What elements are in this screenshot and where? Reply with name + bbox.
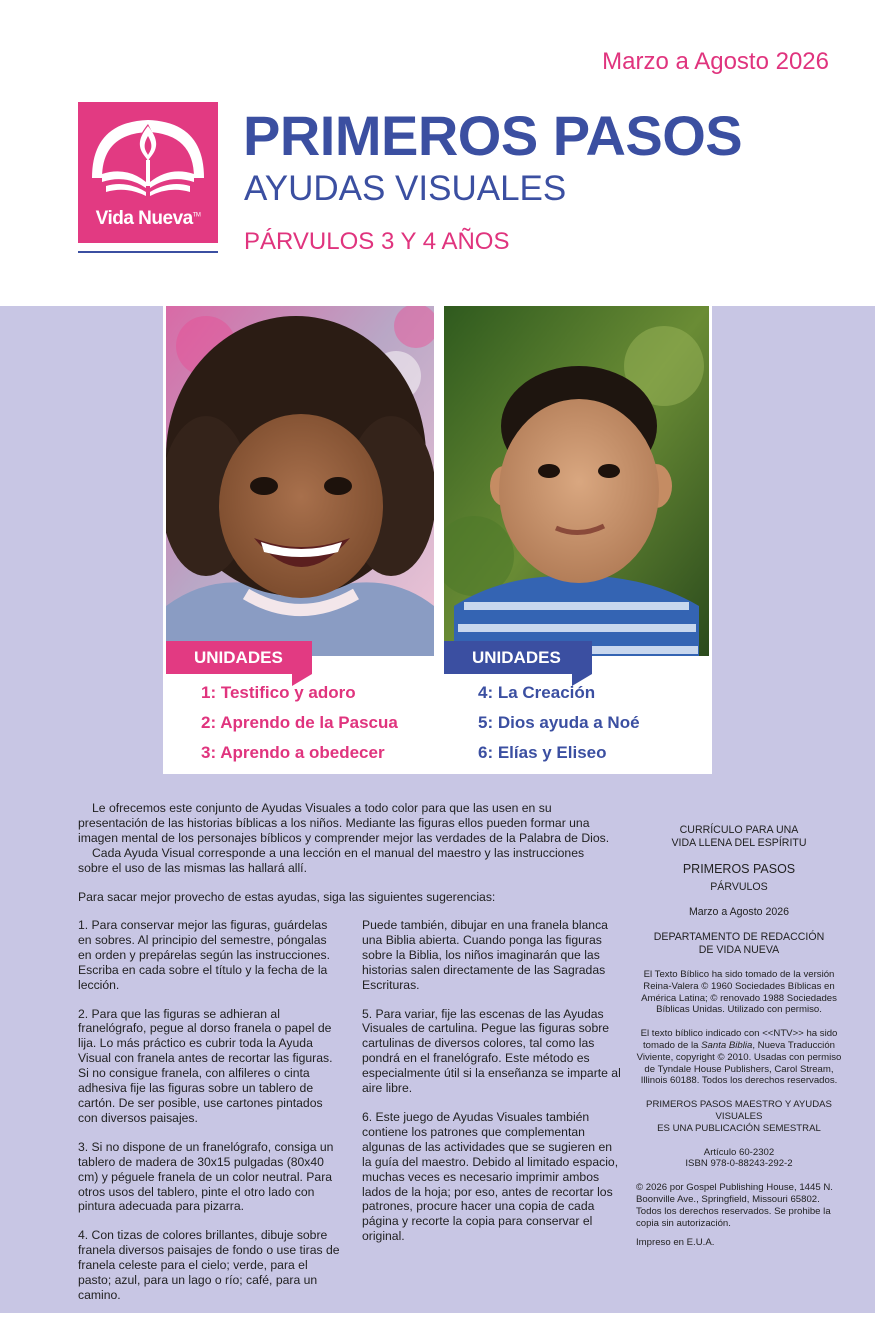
unit-item: 1: Testifico y adoro [201,683,356,702]
page-title: PRIMEROS PASOS [243,104,743,167]
page-subtitle: AYUDAS VISUALES [244,169,567,208]
flame-open-book-icon [78,102,218,207]
units-tab-right: UNIDADES [444,641,592,674]
trademark-mark: TM [192,212,201,219]
intro-paragraph: Cada Ayuda Visual corresponde a una lección en el manual del maestro y las instrucciones sobre el uso de las mismas las hallará allí. [78,845,585,875]
isbn-number: ISBN 978-0-88243-292-2 [685,1158,793,1170]
unit-item: 3: Aprendo a obedecer [201,743,385,762]
date-range: Marzo a Agosto 2026 [602,48,829,75]
department-label: DEPARTAMENTO DE REDACCIÓN [653,931,825,943]
tip-paragraph: 5. Para variar, fije las escenas de las Ayudas Visuales de cartulina. Pegue las figuras sobre cartulinas de diversos colores, tal como las pondrá en el franelógrafo. Este método es especialmente útil si la enseñanza se imparte al aire libre. [362,1006,621,1096]
smiling-boy-photo [444,306,709,656]
publication-note: ES UNA PUBLICACIÓN SEMESTRAL [657,1122,821,1134]
curriculum-label: CURRÍCULO PARA UNA [679,824,799,836]
tip-paragraph: 1. Para conservar mejor las figuras, guárdelas en sobres. Al principio del semestre, póngalas en orden y prepárelas según las instrucciones. Escriba en cada sobre el título y la fecha de la lección. [78,918,331,992]
logo-divider [78,251,218,253]
logo-brand-name: Vida Nueva [95,208,193,229]
intro-lead: Para sacar mejor provecho de estas ayudas, siga las siguientes sugerencias: [78,889,496,904]
bible-version-note: El Texto Bíblico ha sido tomado de la versión Reina-Valera © 1960 Sociedades Bíblicas en América Latina; © renovado 1988 Sociedades Bíblicas Unidas. Utilizado con permiso. [641,969,837,1016]
unit-item: 2: Aprendo de la Pascua [201,713,398,732]
product-age: PÁRVULOS [710,881,768,893]
tip-paragraph: 4. Con tizas de colores brillantes, dibuje sobre franela diversos paisajes de fondo o use tiras de franela celeste para el cielo; verde, para el pasto; azul, para un lago o río; café, para un camino. [78,1228,340,1302]
product-date: Marzo a Agosto 2026 [688,906,790,918]
header-area [0,0,875,306]
unit-item: 6: Elías y Eliseo [478,743,607,762]
tip-paragraph: 3. Si no dispone de un franelógrafo, consiga un tablero de madera de 30x15 pulgadas (80x40 cm) y péguele franela de un color neutral. Para otros usos del tablero, pinte el otro lado con pintura adecuada para pizarra. [78,1139,334,1214]
publication-note: PRIMEROS PASOS MAESTRO Y AYUDAS VISUALES [646,1099,832,1122]
article-number: Artículo 60-2302 [703,1146,775,1158]
unit-item: 4: La Creación [478,683,596,702]
ntv-version-note: El texto bíblico indicado con <<NTV>> ha sido tomado de la Santa Biblia, Nueva Traducción Viviente, copyright © 2010. Usadas con permiso de Tyndale House Publishers, Carol Stream, Illinois 60188. Todos los derechos reservados. [636,1028,842,1087]
copyright-notice: © 2026 por Gospel Publishing House, 1445 N. Boonville Ave., Springfield, Missouri 65802. Todos los derechos reservados. Se prohibe la copia sin autorización. [636,1182,833,1229]
tips-column-2 [362,918,624,1258]
smiling-girl-photo [166,306,434,656]
units-tab-left: UNIDADES [166,641,312,674]
tip-paragraph: 6. Este juego de Ayudas Visuales también contiene los patrones que complementan algunas de las actividades que se sugieren en la guía del maestro. Debido al limitado espacio, muchas veces es necesario imprimir ambos lados de la hoja; por eso, antes de recortar los patrones, procure hacer una copia de cada página y recorte la copia para conservar el original. [362,1109,619,1244]
product-name: PRIMEROS PASOS [682,862,796,876]
tip-paragraph: Puede también, dibujar en una franela blanca una Biblia abierta. Cuando ponga las figuras sobre la Biblia, los niños imaginarán que las historias salen directamente de las Sagradas Escrituras. [362,918,608,992]
printed-in: Impreso en E.U.A. [636,1237,715,1249]
colophon [636,824,842,1257]
curriculum-label: VIDA LLENA DEL ESPÍRITU [671,837,807,849]
age-group: PÁRVULOS 3 Y 4 AÑOS [244,228,510,255]
tip-paragraph: 2. Para que las figuras se adhieran al franelógrafo, pegue al dorso franela o papel de lija. Lo más práctico es cubrir toda la Ayuda Visual con franela antes de recortar las figuras. Si no consigue franela, con alfileres o cinta adhesiva fije las figuras sobre un tablero de cartón. De ser posible, use cartones pintados con diversos paisajes. [78,1006,333,1125]
tips-column-1 [78,918,340,1317]
intro-section [78,801,612,904]
vida-nueva-logo [78,102,218,243]
intro-paragraph: Le ofrecemos este conjunto de Ayudas Visuales a todo color para que las usen en su presentación de las historias bíblicas a los niños. Mediante las figuras ellos pueden formar una imagen mental de los personajes bíblicos y comprender mejor las verdades de la Palabra de Dios. [78,801,610,845]
department-label: DE VIDA NUEVA [698,944,780,956]
unit-item: 5: Dios ayuda a Noé [478,713,640,732]
